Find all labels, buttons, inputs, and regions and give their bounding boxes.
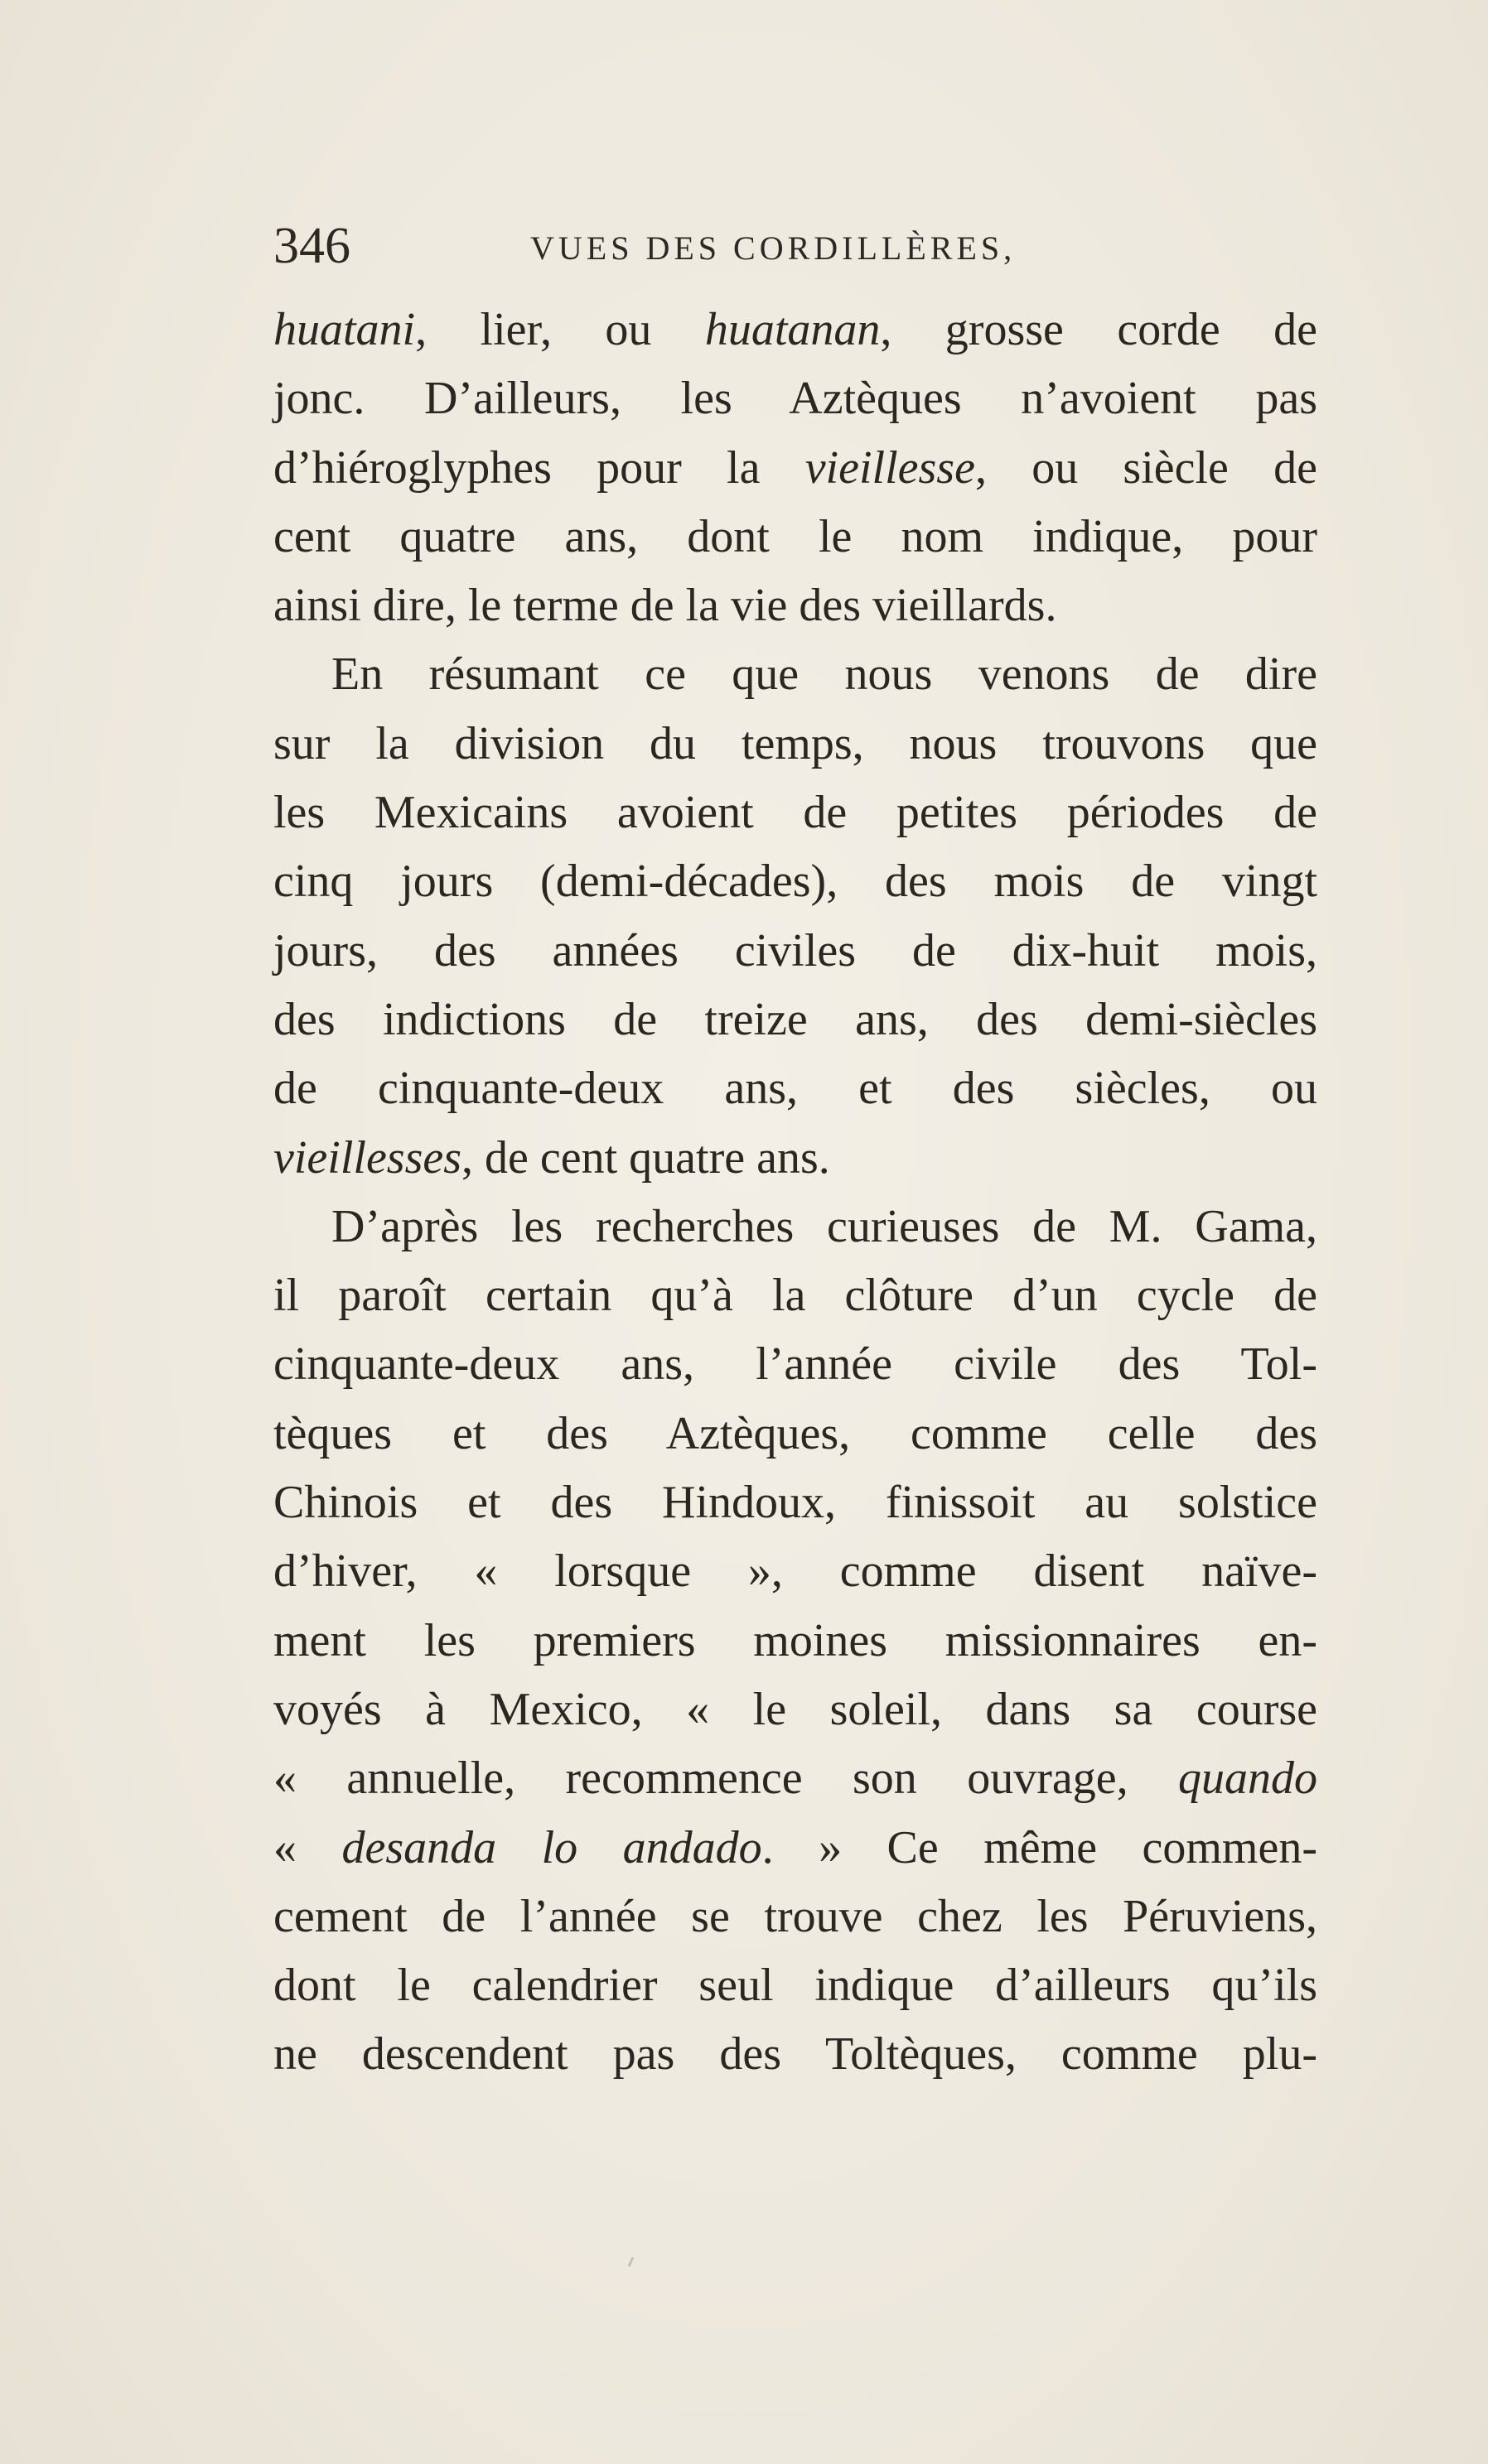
text-segment: jours, des années civiles de dix-huit mois,: [273, 924, 1317, 976]
text-line: [273, 779, 1317, 847]
text-segment: cinq jours (demi-décades), des mois de vingt: [273, 856, 1317, 908]
text-segment: sur la division du temps, nous trouvons que: [273, 717, 1317, 769]
text-segment: cinquante-deux ans, l’année civile des Tol-: [273, 1338, 1317, 1391]
text-line: [273, 1814, 1317, 1883]
text-line: [273, 1676, 1317, 1744]
text-line: [273, 1744, 1317, 1813]
text-segment: des indictions de treize ans, des demi-siècles: [273, 993, 1317, 1045]
text-segment: jonc. D’ailleurs, les Aztèques n’avoient pas: [273, 373, 1317, 425]
italic-segment: huatani: [273, 304, 416, 355]
text-segment: cent quatre ans, dont le nom indique, pour: [273, 510, 1317, 562]
text-line: [273, 503, 1317, 571]
text-segment: . » Ce même commen-: [761, 1821, 1317, 1873]
text-segment: de cinquante-deux ans, et des siècles, ou: [273, 1063, 1317, 1115]
running-head: [273, 217, 1317, 275]
text-segment: , de cent quatre ans.: [461, 1131, 830, 1184]
text-segment: En résumant ce que nous venons de dire: [331, 649, 1317, 701]
italic-segment: quando: [1178, 1753, 1317, 1805]
text-segment: « annuelle, recommence son ouvrage,: [273, 1753, 1178, 1805]
text-line: [273, 1537, 1317, 1606]
text-line: [273, 917, 1317, 986]
body-text: [273, 296, 1317, 2090]
text-line: [273, 640, 1317, 709]
stray-ink-mark: [628, 2257, 635, 2267]
text-segment: dont le calendrier seul indique d’ailleurs qu’ils: [273, 1960, 1317, 2012]
text-line: [273, 434, 1317, 503]
text-line: [273, 1607, 1317, 1676]
page-number: 346: [273, 218, 350, 274]
text-line: [273, 1468, 1317, 1537]
text-line: [273, 571, 1317, 640]
text-segment: , lier, ou: [415, 304, 705, 355]
text-segment: ment les premiers moines missionnaires en-: [273, 1614, 1317, 1666]
text-segment: tèques et des Aztèques, comme celle des: [273, 1407, 1317, 1459]
text-line: [273, 1883, 1317, 1951]
running-title: VUES DES CORDILLÈRES,: [530, 229, 1017, 267]
text-segment: «: [273, 1821, 342, 1873]
text-line: [273, 847, 1317, 916]
text-segment: cement de l’année se trouve chez les Péruviens,: [273, 1890, 1317, 1942]
text-line: [273, 1951, 1317, 2020]
text-segment: d’hiver, « lorsque », comme disent naïve-: [273, 1545, 1317, 1598]
italic-segment: huatanan: [704, 304, 881, 355]
italic-segment: vieillesse: [804, 441, 975, 494]
text-line: [273, 1054, 1317, 1123]
text-line: [273, 1400, 1317, 1468]
text-segment: Chinois et des Hindoux, finissoit au solstice: [273, 1477, 1317, 1529]
text-line: [273, 296, 1317, 364]
text-line: [273, 1330, 1317, 1399]
text-segment: d’hiéroglyphes pour la: [273, 441, 805, 494]
text-segment: il paroît certain qu’à la clôture d’un cycle de: [273, 1270, 1317, 1322]
text-line: [273, 986, 1317, 1054]
text-segment: , grosse corde de: [880, 304, 1317, 355]
text-segment: les Mexicains avoient de petites périodes de: [273, 787, 1317, 839]
text-segment: D’après les recherches curieuses de M. Gama,: [331, 1200, 1317, 1252]
text-line: [273, 1124, 1317, 1193]
text-segment: voyés à Mexico, « le soleil, dans sa course: [273, 1683, 1317, 1735]
text-segment: ne descendent pas des Toltèques, comme plu-: [273, 2028, 1317, 2081]
text-segment: ainsi dire, le terme de la vie des vieillards.: [273, 580, 1057, 632]
italic-segment: desanda lo andado: [341, 1821, 762, 1873]
text-line: [273, 2020, 1317, 2089]
italic-segment: vieillesses: [273, 1131, 462, 1184]
text-line: [273, 364, 1317, 433]
text-line: [273, 710, 1317, 779]
text-segment: , ou siècle de: [974, 441, 1317, 494]
text-line: [273, 1261, 1317, 1330]
text-line: [273, 1193, 1317, 1261]
